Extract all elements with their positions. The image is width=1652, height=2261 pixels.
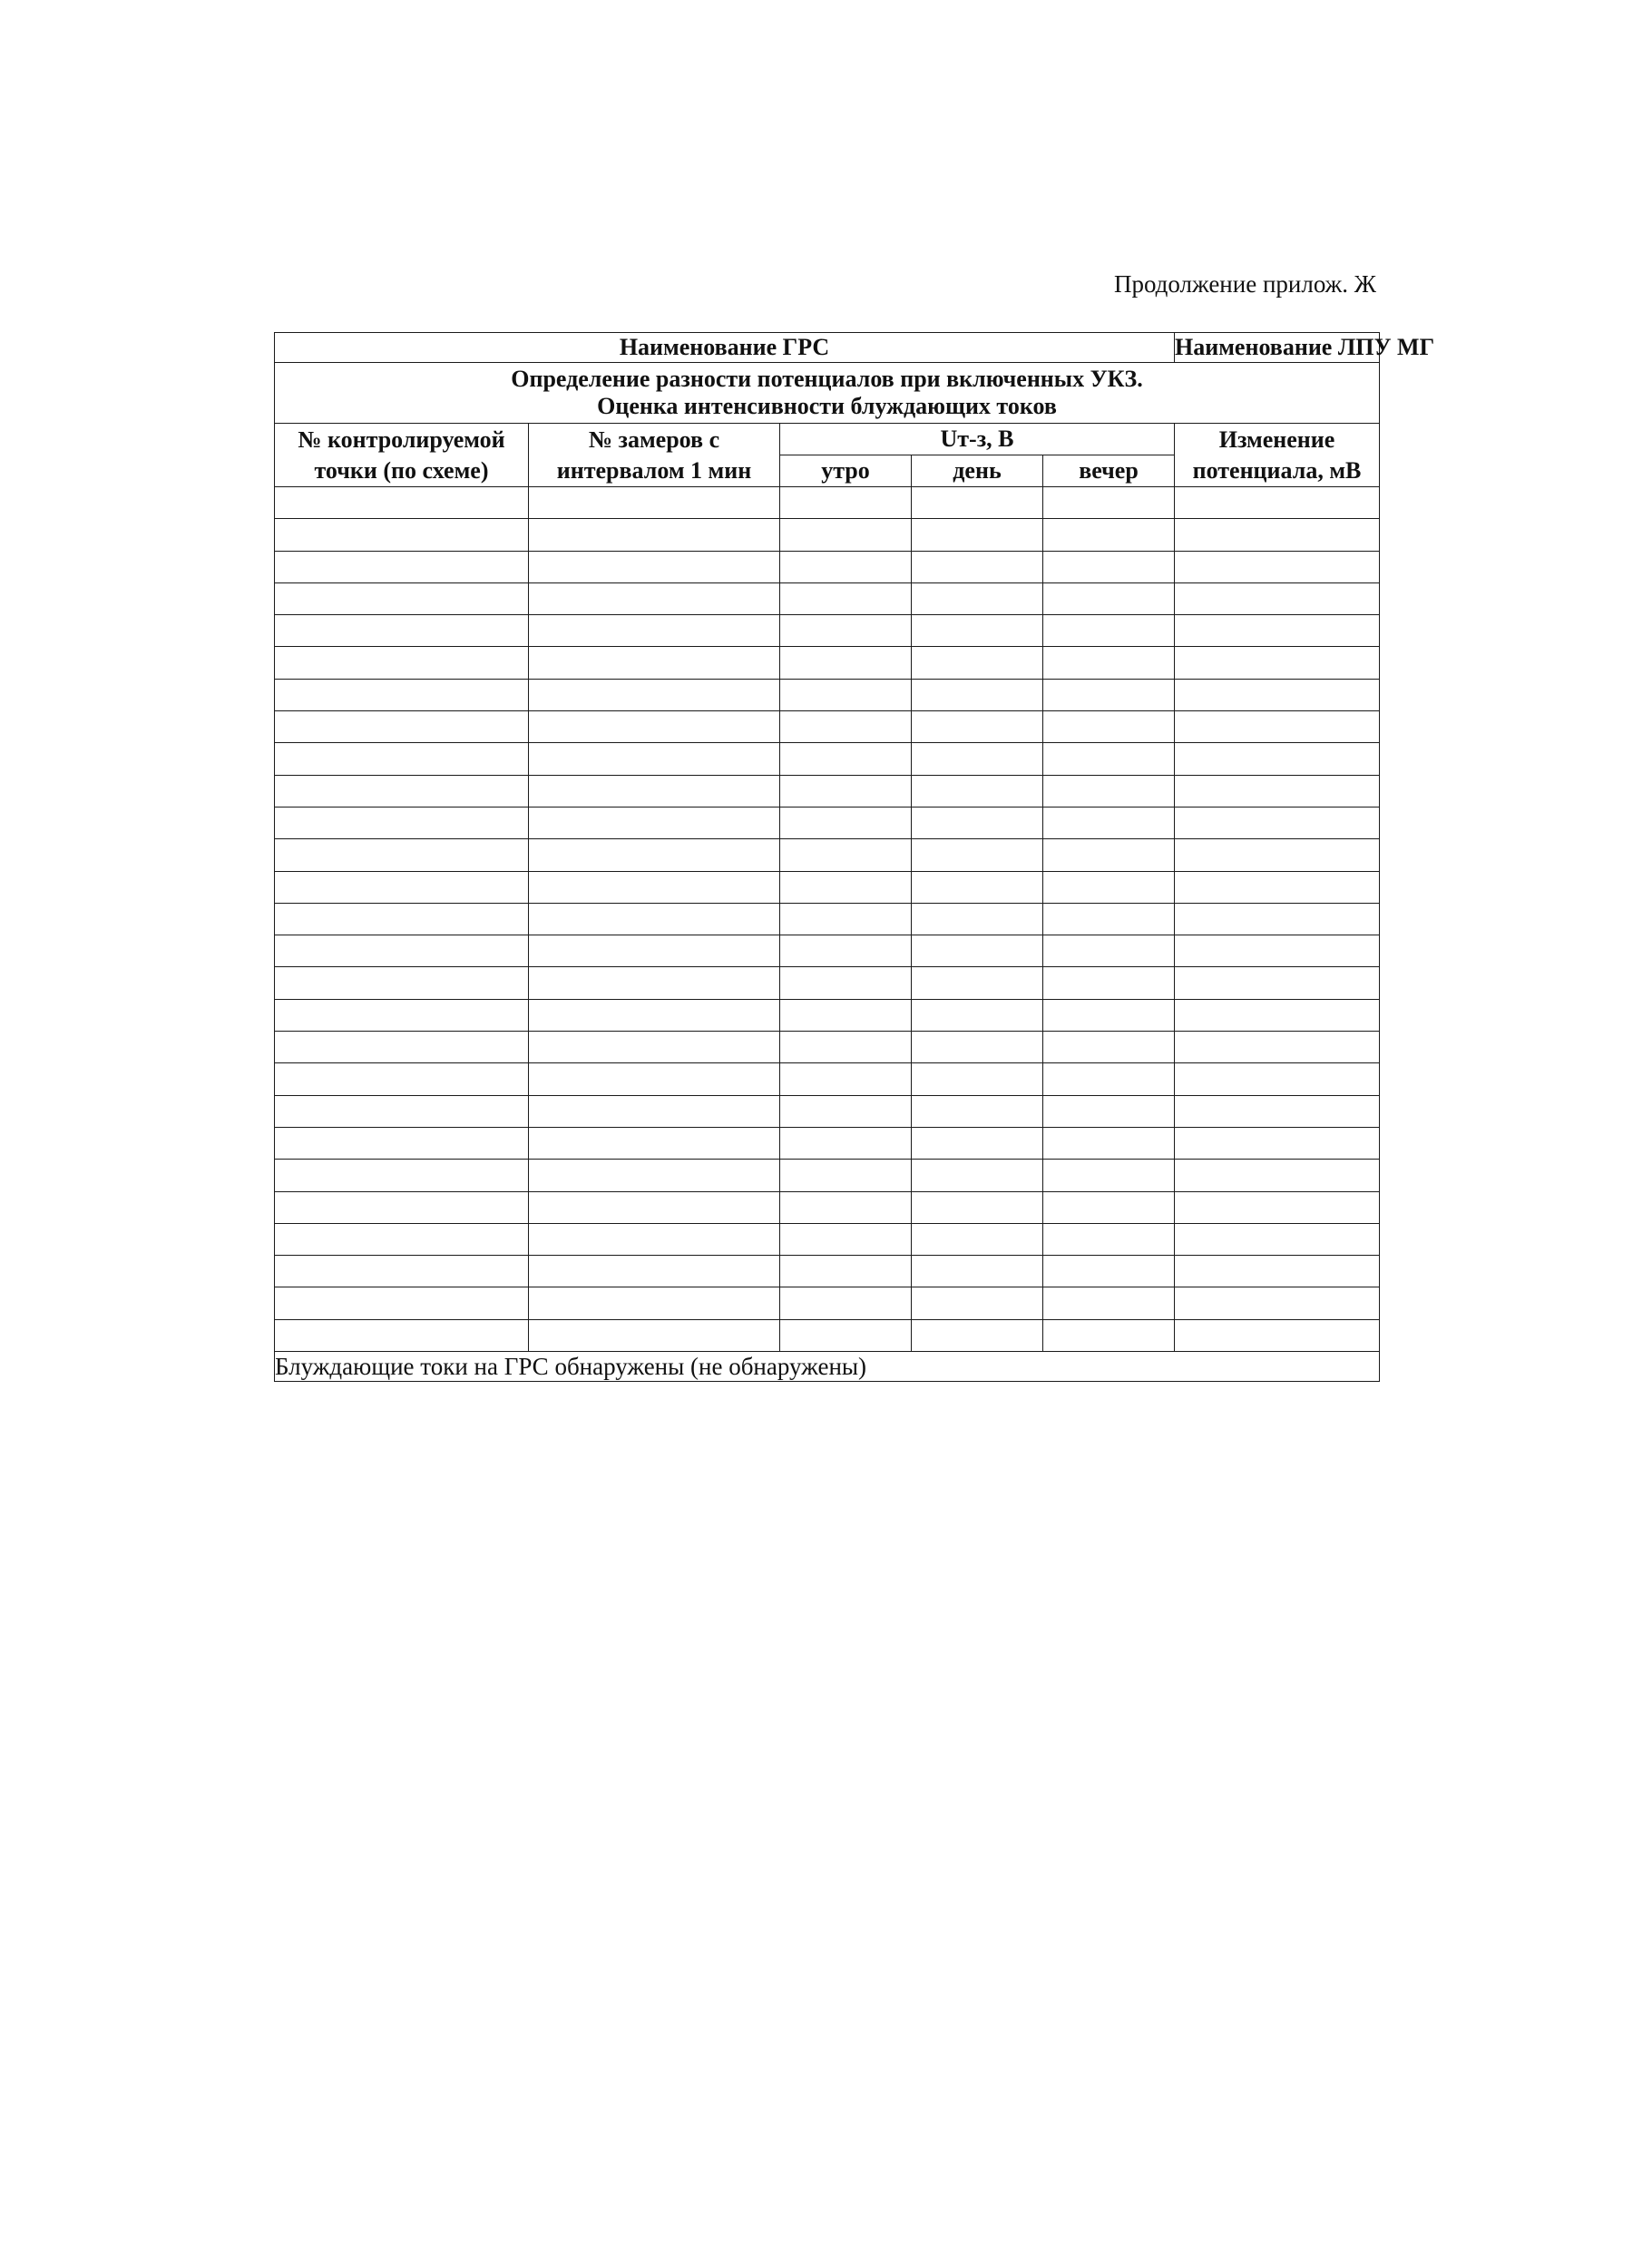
cell-measurement[interactable] <box>529 1287 780 1319</box>
cell-evening[interactable] <box>1043 967 1175 999</box>
col-header-day: день <box>912 455 1043 487</box>
cell-morning[interactable] <box>780 711 912 743</box>
cell-point[interactable] <box>275 679 529 710</box>
cell-point[interactable] <box>275 743 529 775</box>
cell-morning[interactable] <box>780 903 912 935</box>
table-row <box>275 775 1380 807</box>
cell-evening[interactable] <box>1043 807 1175 838</box>
cell-morning[interactable] <box>780 871 912 903</box>
cell-potential-change[interactable] <box>1175 839 1380 871</box>
cell-measurement[interactable] <box>529 839 780 871</box>
cell-evening[interactable] <box>1043 487 1175 519</box>
cell-potential-change[interactable] <box>1175 1032 1380 1063</box>
cell-day[interactable] <box>912 1127 1043 1159</box>
cell-measurement[interactable] <box>529 519 780 551</box>
cell-morning[interactable] <box>780 967 912 999</box>
cell-day[interactable] <box>912 999 1043 1031</box>
cell-potential-change[interactable] <box>1175 999 1380 1031</box>
cell-measurement[interactable] <box>529 1095 780 1127</box>
cell-morning[interactable] <box>780 1319 912 1351</box>
cell-morning[interactable] <box>780 487 912 519</box>
cell-day[interactable] <box>912 1095 1043 1127</box>
cell-evening[interactable] <box>1043 647 1175 679</box>
cell-morning[interactable] <box>780 1287 912 1319</box>
cell-morning[interactable] <box>780 551 912 582</box>
cell-potential-change[interactable] <box>1175 487 1380 519</box>
table-subtitle <box>275 363 1380 424</box>
table-row <box>275 711 1380 743</box>
cell-point[interactable] <box>275 839 529 871</box>
cell-point[interactable] <box>275 935 529 967</box>
cell-measurement[interactable] <box>529 775 780 807</box>
cell-point[interactable] <box>275 967 529 999</box>
cell-day[interactable] <box>912 743 1043 775</box>
table-row <box>275 1160 1380 1191</box>
cell-day[interactable] <box>912 1032 1043 1063</box>
cell-morning[interactable] <box>780 582 912 614</box>
col-header-measurements: № замеров с интервалом 1 мин <box>529 424 780 487</box>
cell-morning[interactable] <box>780 775 912 807</box>
table-row <box>275 935 1380 967</box>
cell-evening[interactable] <box>1043 1191 1175 1223</box>
cell-potential-change[interactable] <box>1175 1191 1380 1223</box>
cell-evening[interactable] <box>1043 999 1175 1031</box>
cell-measurement[interactable] <box>529 1319 780 1351</box>
cell-measurement[interactable] <box>529 711 780 743</box>
cell-day[interactable] <box>912 807 1043 838</box>
cell-day[interactable] <box>912 775 1043 807</box>
cell-measurement[interactable] <box>529 487 780 519</box>
cell-measurement[interactable] <box>529 743 780 775</box>
cell-point[interactable] <box>275 999 529 1031</box>
cell-measurement[interactable] <box>529 582 780 614</box>
cell-measurement[interactable] <box>529 1256 780 1287</box>
table-row <box>275 743 1380 775</box>
cell-evening[interactable] <box>1043 1287 1175 1319</box>
table-row <box>275 1319 1380 1351</box>
station-name-header: Наименование ГРС <box>275 333 1175 363</box>
cell-morning[interactable] <box>780 807 912 838</box>
cell-day[interactable] <box>912 519 1043 551</box>
cell-day[interactable] <box>912 935 1043 967</box>
cell-evening[interactable] <box>1043 519 1175 551</box>
cell-point[interactable] <box>275 647 529 679</box>
cell-potential-change[interactable] <box>1175 711 1380 743</box>
cell-morning[interactable] <box>780 1095 912 1127</box>
cell-potential-change[interactable] <box>1175 903 1380 935</box>
cell-day[interactable] <box>912 711 1043 743</box>
cell-evening[interactable] <box>1043 615 1175 647</box>
cell-evening[interactable] <box>1043 1256 1175 1287</box>
table-row <box>275 871 1380 903</box>
cell-potential-change[interactable] <box>1175 743 1380 775</box>
cell-measurement[interactable] <box>529 967 780 999</box>
cell-point[interactable] <box>275 519 529 551</box>
stray-currents-form-table <box>274 332 1435 1382</box>
cell-potential-change[interactable] <box>1175 967 1380 999</box>
cell-evening[interactable] <box>1043 551 1175 582</box>
cell-potential-change[interactable] <box>1175 615 1380 647</box>
cell-point[interactable] <box>275 775 529 807</box>
cell-potential-change[interactable] <box>1175 551 1380 582</box>
table-row <box>275 807 1380 838</box>
cell-morning[interactable] <box>780 743 912 775</box>
cell-measurement[interactable] <box>529 1032 780 1063</box>
table-row <box>275 839 1380 871</box>
subtitle-line-1: Определение разности потенциалов при включенных УКЗ. <box>511 366 1143 392</box>
table-row <box>275 615 1380 647</box>
cell-measurement[interactable] <box>529 903 780 935</box>
cell-evening[interactable] <box>1043 1319 1175 1351</box>
cell-morning[interactable] <box>780 999 912 1031</box>
cell-evening[interactable] <box>1043 1032 1175 1063</box>
cell-potential-change[interactable] <box>1175 1319 1380 1351</box>
cell-day[interactable] <box>912 1160 1043 1191</box>
cell-measurement[interactable] <box>529 551 780 582</box>
cell-day[interactable] <box>912 582 1043 614</box>
cell-evening[interactable] <box>1043 1095 1175 1127</box>
cell-potential-change[interactable] <box>1175 1127 1380 1159</box>
cell-evening[interactable] <box>1043 871 1175 903</box>
cell-potential-change[interactable] <box>1175 582 1380 614</box>
cell-morning[interactable] <box>780 1032 912 1063</box>
cell-potential-change[interactable] <box>1175 1095 1380 1127</box>
cell-day[interactable] <box>912 1063 1043 1095</box>
cell-day[interactable] <box>912 487 1043 519</box>
cell-potential-change[interactable] <box>1175 1287 1380 1319</box>
table-row <box>275 487 1380 519</box>
cell-day[interactable] <box>912 615 1043 647</box>
table-row <box>275 519 1380 551</box>
cell-point[interactable] <box>275 615 529 647</box>
cell-evening[interactable] <box>1043 1063 1175 1095</box>
table-row <box>275 1095 1380 1127</box>
cell-point[interactable] <box>275 1256 529 1287</box>
cell-point[interactable] <box>275 487 529 519</box>
table-row <box>275 582 1380 614</box>
cell-potential-change[interactable] <box>1175 679 1380 710</box>
cell-day[interactable] <box>912 679 1043 710</box>
cell-morning[interactable] <box>780 1063 912 1095</box>
table-row <box>275 551 1380 582</box>
cell-day[interactable] <box>912 871 1043 903</box>
table-row <box>275 1191 1380 1223</box>
col-header-voltage: Uт-з, В <box>780 424 1175 455</box>
cell-morning[interactable] <box>780 615 912 647</box>
cell-day[interactable] <box>912 551 1043 582</box>
table-row <box>275 903 1380 935</box>
cell-potential-change[interactable] <box>1175 807 1380 838</box>
cell-morning[interactable] <box>780 679 912 710</box>
cell-evening[interactable] <box>1043 582 1175 614</box>
cell-point[interactable] <box>275 1287 529 1319</box>
table-footer-note: Блуждающие токи на ГРС обнаружены (не обнаружены) <box>275 1352 1380 1382</box>
cell-measurement[interactable] <box>529 1160 780 1191</box>
table-row <box>275 1127 1380 1159</box>
cell-potential-change[interactable] <box>1175 1063 1380 1095</box>
cell-measurement[interactable] <box>529 1191 780 1223</box>
cell-evening[interactable] <box>1043 1223 1175 1255</box>
cell-evening[interactable] <box>1043 1127 1175 1159</box>
table-row <box>275 647 1380 679</box>
cell-measurement[interactable] <box>529 647 780 679</box>
cell-point[interactable] <box>275 871 529 903</box>
col-header-morning: утро <box>780 455 912 487</box>
cell-measurement[interactable] <box>529 679 780 710</box>
col-header-point: № контролируемой точки (по схеме) <box>275 424 529 487</box>
cell-evening[interactable] <box>1043 711 1175 743</box>
cell-point[interactable] <box>275 582 529 614</box>
table-row <box>275 1287 1380 1319</box>
subtitle-line-2: Оценка интенсивности блуждающих токов <box>597 393 1057 419</box>
cell-day[interactable] <box>912 1223 1043 1255</box>
table-row <box>275 679 1380 710</box>
cell-potential-change[interactable] <box>1175 775 1380 807</box>
cell-potential-change[interactable] <box>1175 871 1380 903</box>
cell-day[interactable] <box>912 647 1043 679</box>
cell-day[interactable] <box>912 1191 1043 1223</box>
cell-point[interactable] <box>275 1160 529 1191</box>
cell-morning[interactable] <box>780 935 912 967</box>
lpu-name-header: Наименование ЛПУ МГ <box>1175 333 1380 363</box>
cell-evening[interactable] <box>1043 935 1175 967</box>
cell-day[interactable] <box>912 1256 1043 1287</box>
cell-evening[interactable] <box>1043 743 1175 775</box>
cell-evening[interactable] <box>1043 775 1175 807</box>
cell-point[interactable] <box>275 1319 529 1351</box>
cell-measurement[interactable] <box>529 1127 780 1159</box>
cell-point[interactable] <box>275 1191 529 1223</box>
cell-morning[interactable] <box>780 1191 912 1223</box>
cell-day[interactable] <box>912 1319 1043 1351</box>
table-row <box>275 967 1380 999</box>
cell-point[interactable] <box>275 711 529 743</box>
cell-measurement[interactable] <box>529 1063 780 1095</box>
cell-point[interactable] <box>275 1095 529 1127</box>
cell-potential-change[interactable] <box>1175 519 1380 551</box>
cell-point[interactable] <box>275 903 529 935</box>
cell-morning[interactable] <box>780 1256 912 1287</box>
cell-morning[interactable] <box>780 519 912 551</box>
cell-evening[interactable] <box>1043 1160 1175 1191</box>
cell-point[interactable] <box>275 1063 529 1095</box>
cell-morning[interactable] <box>780 1160 912 1191</box>
table-row <box>275 1032 1380 1063</box>
table-row <box>275 1256 1380 1287</box>
table-row <box>275 1223 1380 1255</box>
cell-measurement[interactable] <box>529 1223 780 1255</box>
cell-point[interactable] <box>275 1127 529 1159</box>
cell-point[interactable] <box>275 1032 529 1063</box>
cell-morning[interactable] <box>780 1127 912 1159</box>
cell-day[interactable] <box>912 839 1043 871</box>
page-continuation-note: Продолжение прилож. Ж <box>1113 270 1376 298</box>
cell-measurement[interactable] <box>529 935 780 967</box>
table-row <box>275 999 1380 1031</box>
cell-point[interactable] <box>275 1223 529 1255</box>
cell-measurement[interactable] <box>529 871 780 903</box>
cell-day[interactable] <box>912 967 1043 999</box>
cell-potential-change[interactable] <box>1175 935 1380 967</box>
cell-point[interactable] <box>275 551 529 582</box>
col-header-potential-change: Изменение потенциала, мВ <box>1175 424 1380 487</box>
col-header-evening: вечер <box>1043 455 1175 487</box>
cell-morning[interactable] <box>780 839 912 871</box>
table-row <box>275 1063 1380 1095</box>
cell-evening[interactable] <box>1043 903 1175 935</box>
cell-measurement[interactable] <box>529 807 780 838</box>
cell-day[interactable] <box>912 1287 1043 1319</box>
cell-potential-change[interactable] <box>1175 1256 1380 1287</box>
cell-potential-change[interactable] <box>1175 1223 1380 1255</box>
cell-potential-change[interactable] <box>1175 1160 1380 1191</box>
cell-point[interactable] <box>275 807 529 838</box>
cell-morning[interactable] <box>780 647 912 679</box>
cell-evening[interactable] <box>1043 839 1175 871</box>
cell-evening[interactable] <box>1043 679 1175 710</box>
cell-potential-change[interactable] <box>1175 647 1380 679</box>
cell-morning[interactable] <box>780 1223 912 1255</box>
cell-day[interactable] <box>912 903 1043 935</box>
cell-measurement[interactable] <box>529 999 780 1031</box>
cell-measurement[interactable] <box>529 615 780 647</box>
